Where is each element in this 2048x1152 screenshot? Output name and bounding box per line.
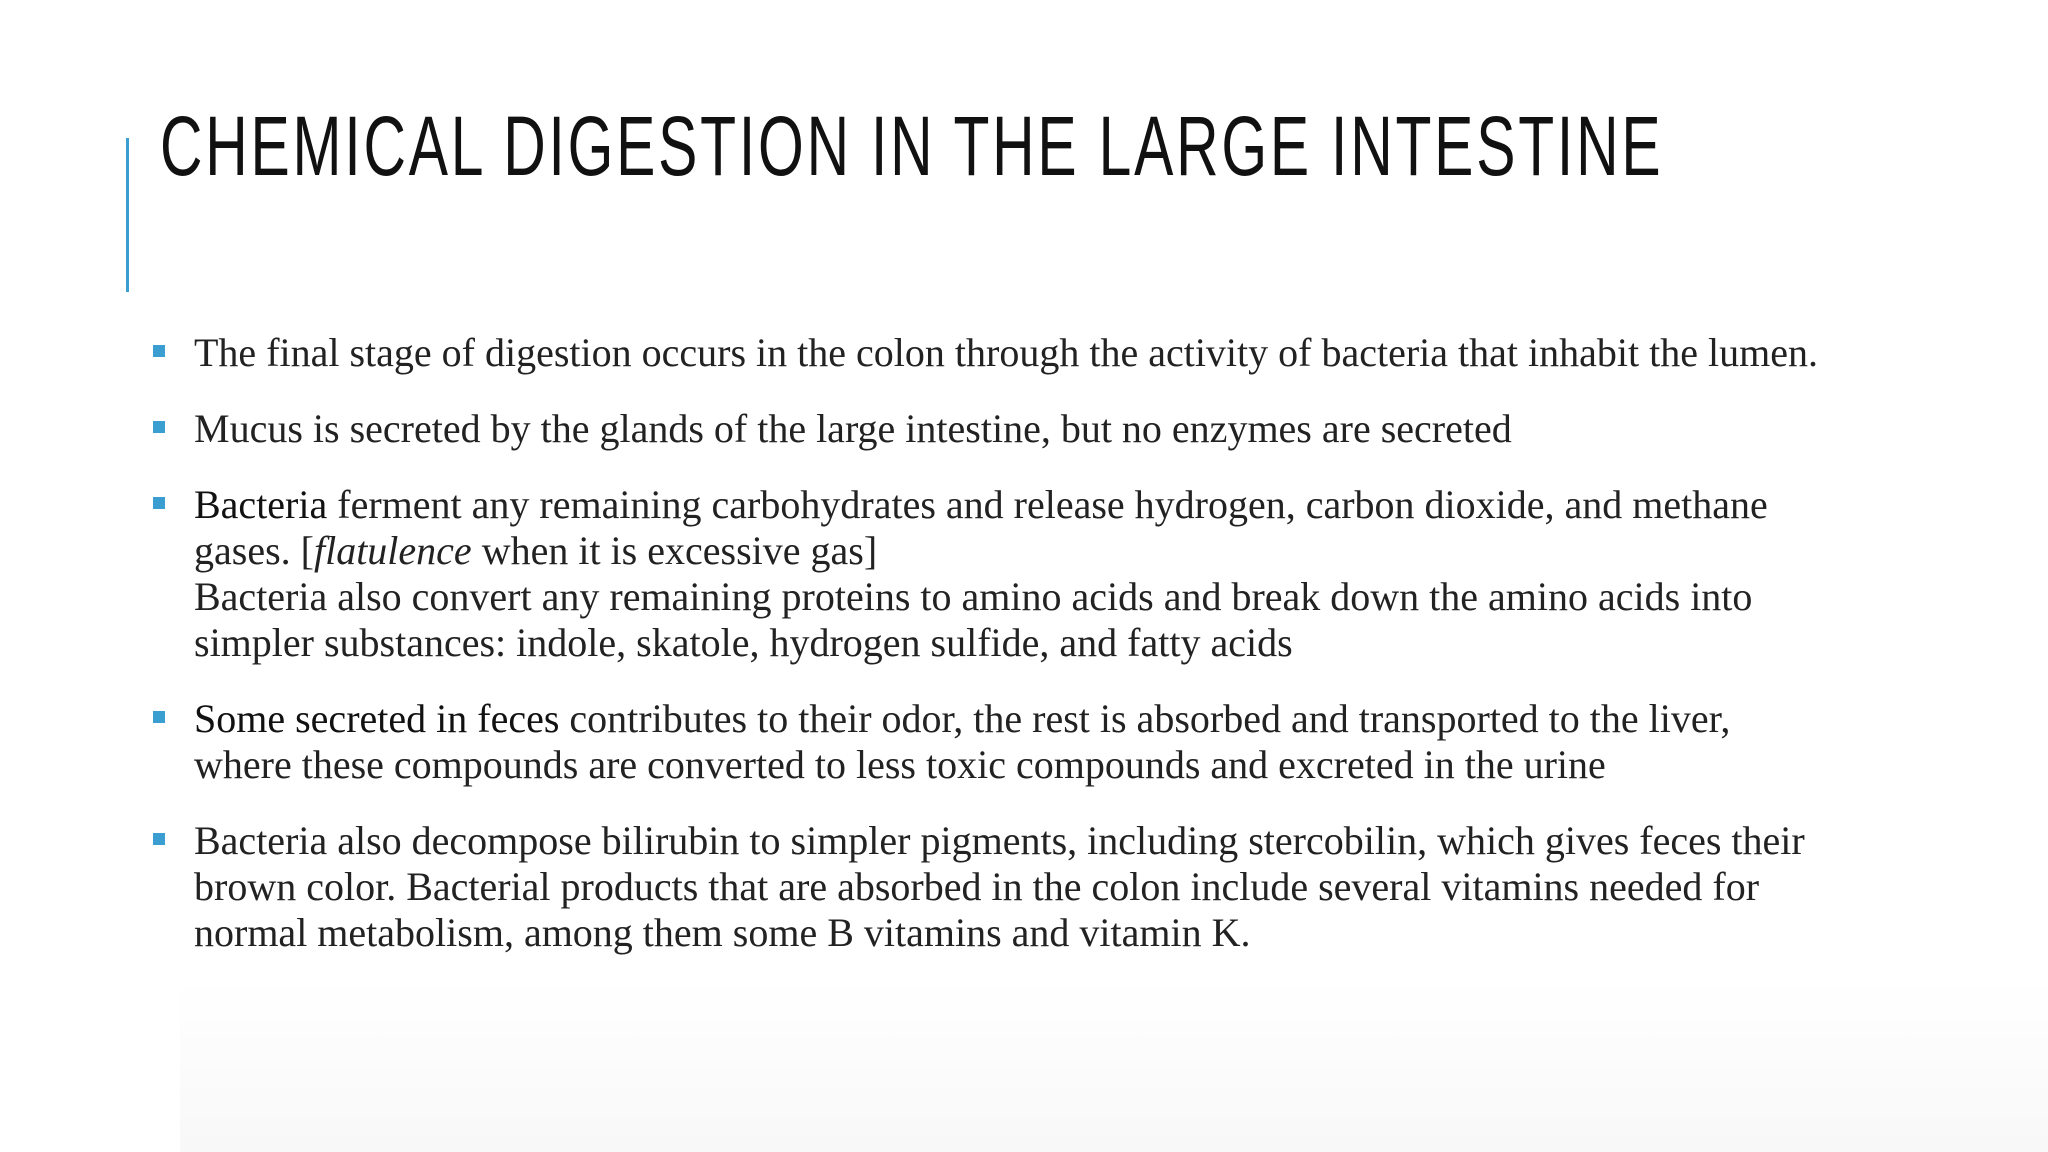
bullet-item-bacteria-ferment	[148, 482, 1828, 666]
bullet-text-part: when it is excessive gas]	[471, 528, 878, 573]
bullet-item-bilirubin	[148, 818, 1828, 956]
square-bullet-icon	[153, 421, 165, 433]
bullet-text-part: contributes to their odor, the rest is absorbed and transported to the liver, where these compounds are converted to less toxic compounds and excreted in the urine	[194, 696, 1731, 787]
bullet-text-second-line: Bacteria also convert any remaining proteins to amino acids and break down the amino acids into simpler substances: indole, skatole, hydrogen sulfide, and fatty acids	[194, 574, 1753, 665]
bullet-text: Bacteria also decompose bilirubin to simpler pigments, including stercobilin, which gives feces their brown color. Bacterial products that are absorbed in the colon include several vitamins needed for normal metabolism, among them some B vitamins and vitamin K.	[194, 818, 1805, 955]
slide-title: CHEMICAL DIGESTION IN THE LARGE INTESTINE	[160, 99, 1664, 193]
bullet-item-mucus	[148, 406, 1828, 452]
square-bullet-icon	[153, 833, 165, 845]
square-bullet-icon	[153, 345, 165, 357]
background-shade	[180, 980, 2048, 1152]
bullet-text	[194, 696, 1730, 787]
title-accent-bar	[126, 138, 129, 292]
italic-term: flatulence	[313, 528, 472, 573]
bullet-text-part: ferment any remaining carbohydrates and release hydrogen, carbon dioxide, and methane gases. [	[194, 482, 1768, 573]
square-bullet-icon	[153, 711, 165, 723]
bullet-lead-term: Bacteria	[194, 482, 328, 527]
square-bullet-icon	[153, 497, 165, 509]
bullet-lead-term: Some secreted in feces	[194, 696, 560, 741]
bullet-item-final-stage	[148, 330, 1828, 376]
bullet-text	[194, 482, 1828, 574]
bullet-list	[148, 330, 1828, 986]
bullet-text: The final stage of digestion occurs in the colon through the activity of bacteria that inhabit the lumen.	[194, 330, 1818, 375]
bullet-text: Mucus is secreted by the glands of the large intestine, but no enzymes are secreted	[194, 406, 1512, 451]
bullet-item-feces-odor	[148, 696, 1828, 788]
